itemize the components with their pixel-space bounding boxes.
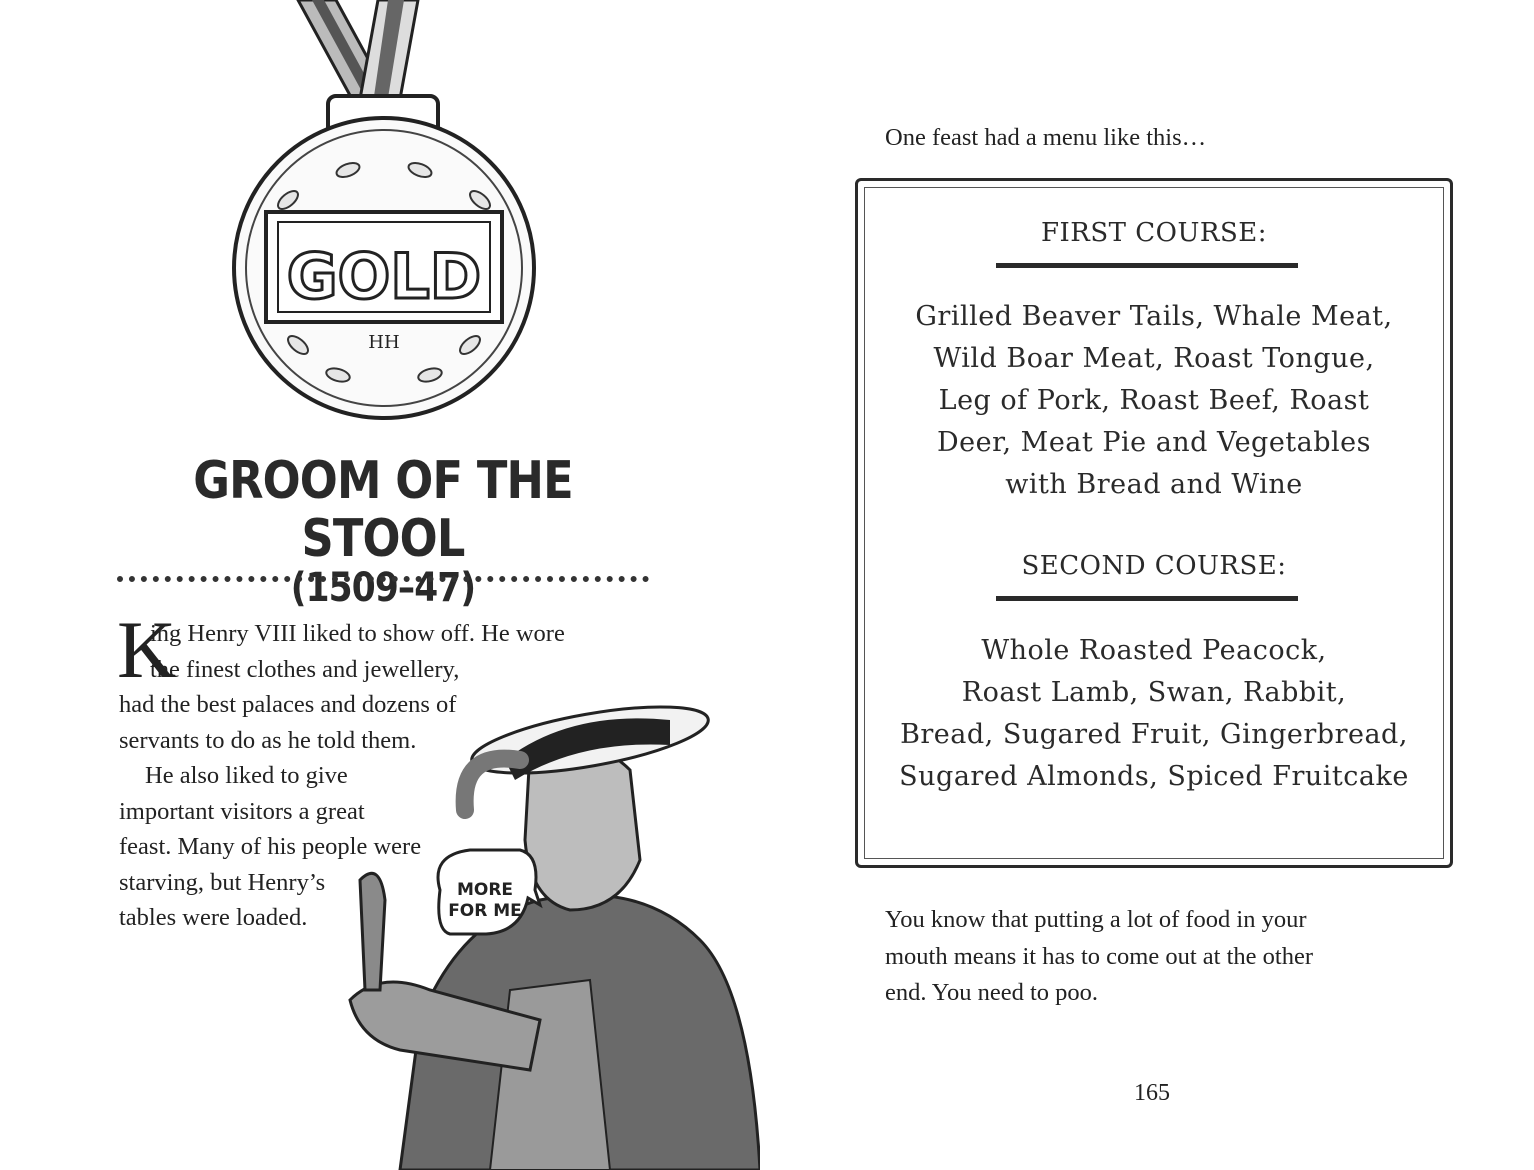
menu-line: Sugared Almonds, Spiced Fruitcake (899, 761, 1409, 792)
second-course-rule (996, 596, 1298, 601)
right-body-text (885, 902, 1445, 1012)
gold-medal-illustration (228, 0, 540, 430)
speech-bubble-line: FOR ME (448, 901, 522, 921)
menu-line: Deer, Meat Pie and Vegetables (936, 427, 1372, 458)
menu-line: Whole Roasted Peacock, (981, 635, 1327, 666)
menu-line: Leg of Pork, Roast Beef, Roast (938, 385, 1370, 416)
body-line: had the best palaces and dozens of (119, 691, 457, 718)
chapter-subtitle: (1509–47) (290, 565, 476, 611)
body-line: You know that putting a lot of food in your (885, 906, 1307, 933)
body-line: mouth means it has to come out at the other (885, 942, 1313, 970)
body-line: ing Henry VIII liked to show off. He wore (150, 620, 565, 647)
menu-line: with Bread and Wine (1005, 469, 1303, 500)
menu-line: Roast Lamb, Swan, Rabbit, (961, 677, 1347, 708)
second-course-heading: SECOND COURSE: (1021, 551, 1287, 581)
second-course-items (855, 630, 1453, 798)
menu-line: Wild Boar Meat, Roast Tongue, (933, 343, 1375, 374)
henry-viii-illustration (340, 690, 760, 1170)
menu-intro: One feast had a menu like this… (885, 124, 1207, 151)
chapter-title-text: GROOM OF THE STOOL (193, 451, 573, 569)
body-line: tables were loaded. (119, 904, 308, 931)
first-course-items (855, 296, 1453, 506)
medal-label: GOLD (286, 240, 482, 313)
body-line: He also liked to give (145, 762, 348, 789)
body-line: starving, but Henry’s (119, 868, 326, 896)
chapter-title (140, 451, 627, 611)
speech-bubble-text (440, 880, 530, 922)
first-course-heading: FIRST COURSE: (1040, 218, 1268, 248)
menu-line: Bread, Sugared Fruit, Gingerbread, (900, 719, 1408, 750)
body-line: servants to do as he told them. (119, 726, 417, 754)
menu-line: Grilled Beaver Tails, Whale Meat, (915, 301, 1393, 332)
medal-initials: HH (368, 332, 400, 353)
dotted-divider (117, 576, 649, 582)
speech-bubble-line: MORE (456, 880, 514, 900)
body-line: important visitors a great (119, 797, 365, 825)
page-number: 165 (1134, 1080, 1170, 1106)
drop-cap: K (117, 604, 177, 695)
body-line: the finest clothes and jewellery, (150, 655, 460, 683)
body-line: feast. Many of his people were (119, 833, 422, 860)
first-course-rule (996, 263, 1298, 268)
right-page (767, 0, 1534, 1170)
body-line: end. You need to poo. (885, 979, 1099, 1006)
